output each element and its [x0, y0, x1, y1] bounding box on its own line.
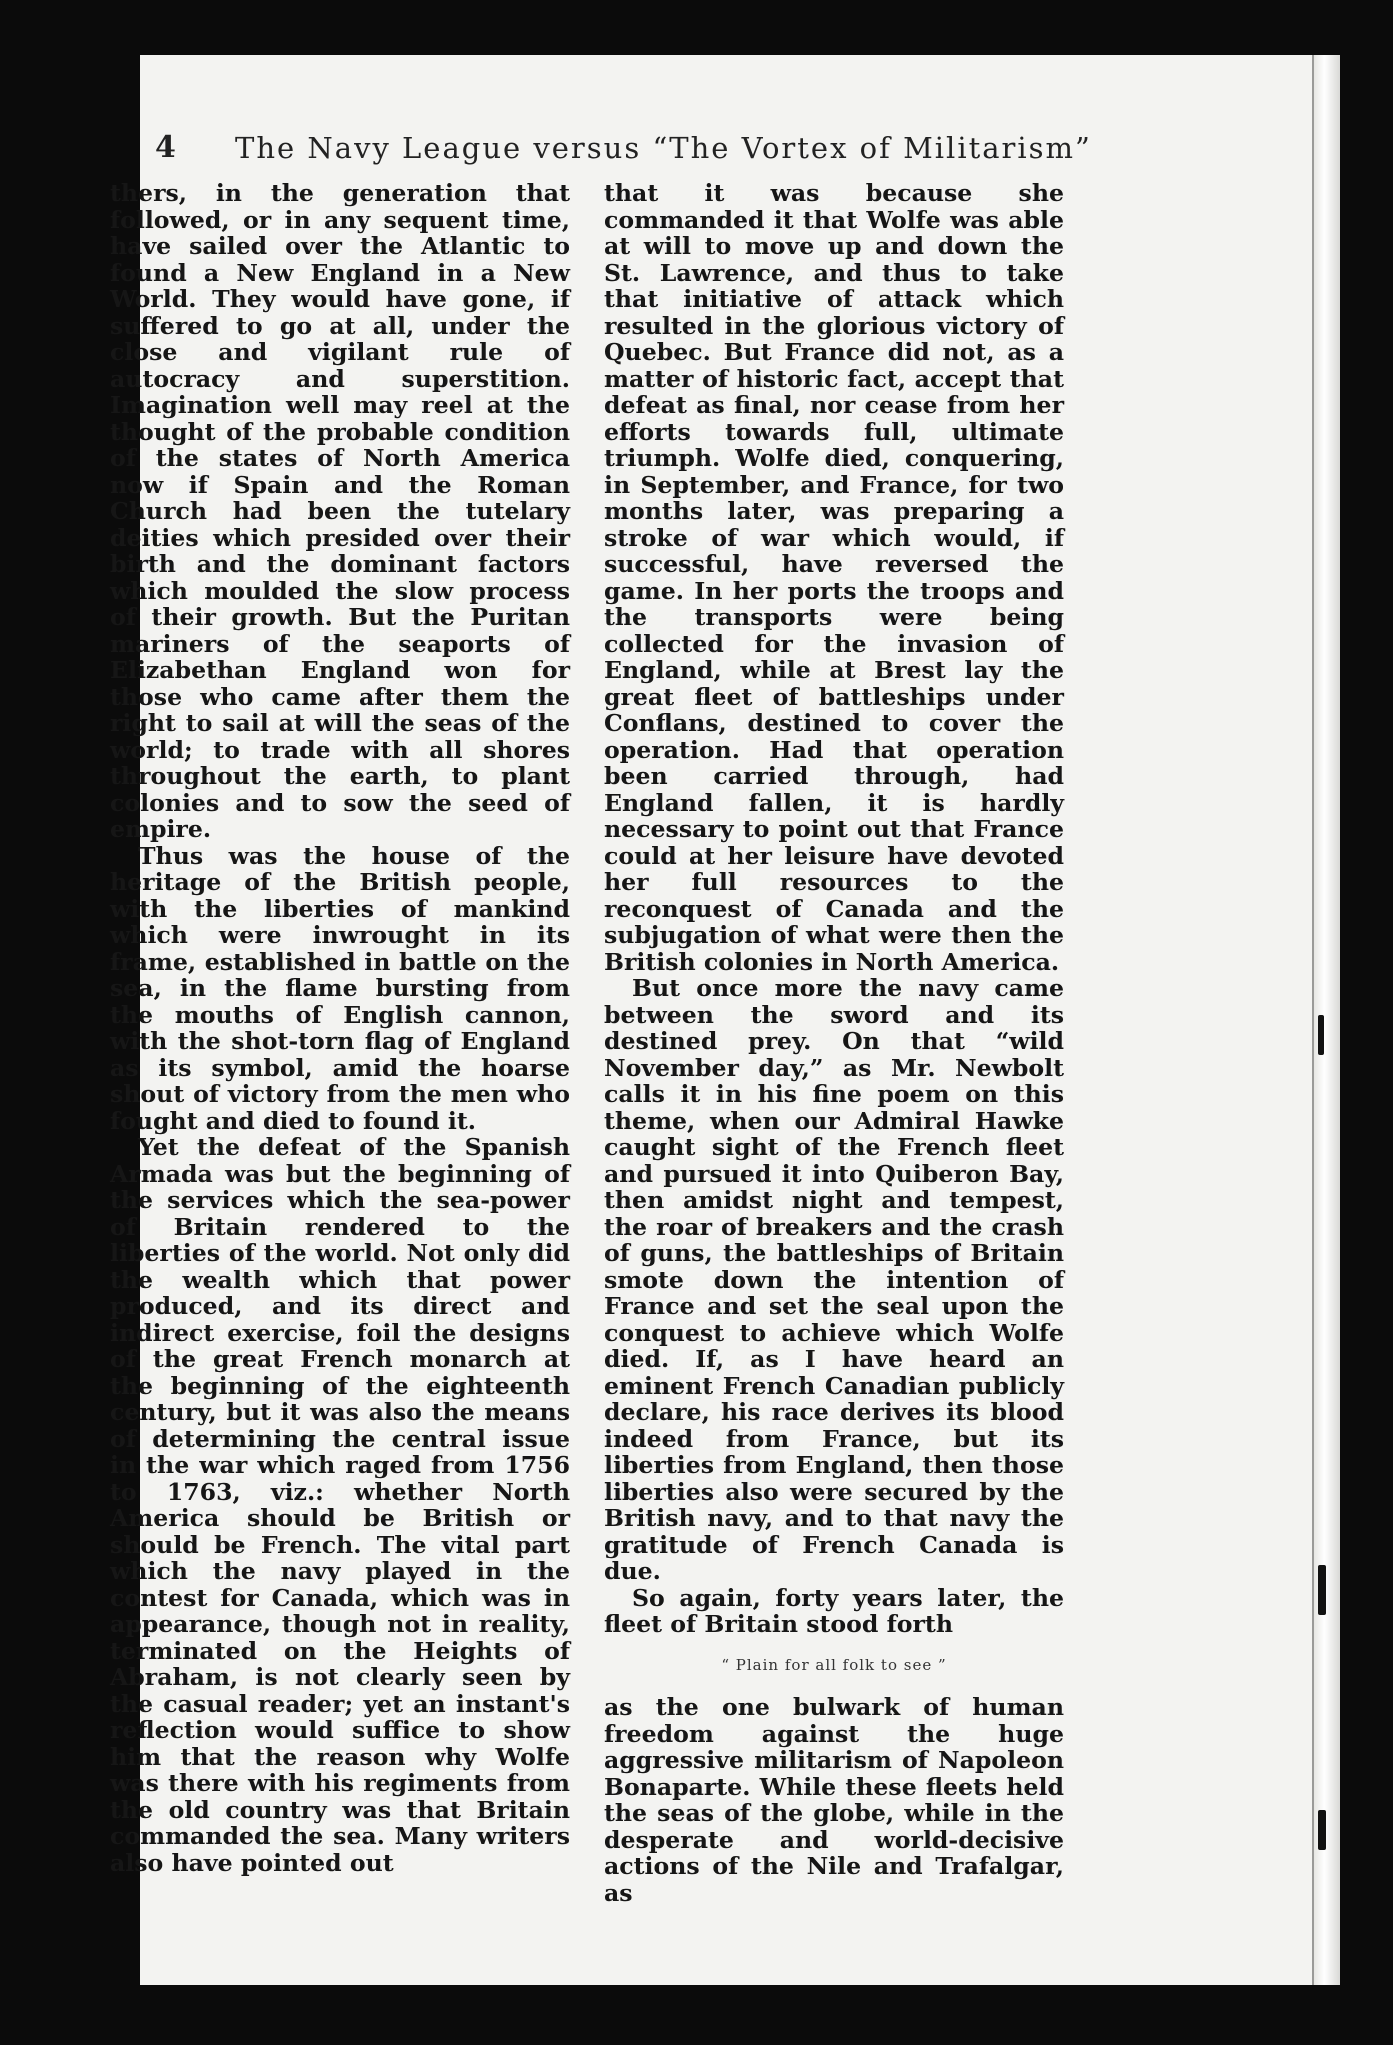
paragraph: as the one bulwark of human freedom against the huge aggressive militarism of Napoleon Bonaparte. While these fleets held the seas of the globe, while in the desperate and world-decisive actions of the Nile and Trafalgar, as [604, 1693, 1064, 1907]
paragraph: So again, forty years later, the fleet of Britain stood forth [604, 1583, 1064, 1638]
right-column [604, 180, 1064, 1906]
paragraph: thers, in the generation that followed, or in any sequent time, have sailed over the Atlantic to found a New England in a New World. They would have gone, if suffered to go at all, under the close and vigilant rule of autocracy and superstition. Imagination well may reel at the thought of the probable condition of the states of North America now if Spain and the Roman Church had been the tutelary deities which presided over their birth and the dominant factors which moulded the slow process of their growth. But the Puritan mariners of the seaports of Elizabethan England won for those who came after them the right to sail at will the seas of the world; to trade with all shores throughout the earth, to plant colonies and to sow the seed of empire. [110, 179, 570, 843]
page-edge [1312, 55, 1340, 1985]
left-column [110, 180, 570, 1876]
running-head-title: The Navy League versus “The Vortex of Militarism” [235, 131, 1092, 165]
paragraph: But once more the navy came between the sword and its destined prey. On that “wild November day,” as Mr. Newbolt calls it in his fine poem on this theme, when our Admiral Hawke caught sight of the French fleet and pursued it into Quiberon Bay, then amidst night and tempest, the roar of breakers and the crash of guns, the battleships of Britain smote down the intention of France and set the seal upon the conquest to achieve which Wolfe died. If, as I have heard an eminent French Canadian publicly declare, his race derives its blood indeed from France, but its liberties from England, then those liberties also were secured by the British navy, and to that navy the gratitude of French Canada is due. [604, 974, 1064, 1585]
paragraph: Yet the defeat of the Spanish Armada was but the beginning of the services which the sea-power of Britain rendered to the liberties of the world. Not only did the wealth which that power produced, and its direct and indirect exercise, foil the designs of the great French monarch at the beginning of the eighteenth century, but it was also the means of determining the central issue in the war which raged from 1756 to 1763, viz.: whether North America should be British or should be French. The vital part which the navy played in the contest for Canada, which was in appearance, though not in reality, terminated on the Heights of Abraham, is not clearly seen by the casual reader; yet an instant's reflection would suffice to show him that the reason why Wolfe was there with his regiments from the old country was that Britain commanded the sea. Many writers also have pointed out [110, 1133, 570, 1877]
page-number: 4 [155, 130, 176, 165]
scan-mark [1318, 1015, 1324, 1055]
paragraph: that it was because she commanded it that Wolfe was able at will to move up and down the St. Lawrence, and thus to take that initiative of attack which resulted in the glorious victory of Quebec. But France did not, as a matter of historic fact, accept that defeat as final, nor cease from her efforts towards full, ultimate triumph. Wolfe died, conquering, in September, and France, for two months later, was preparing a stroke of war which would, if successful, have reversed the game. In her ports the troops and the transports were being collected for the invasion of England, while at Brest lay the great fleet of battleships under Conflans, destined to cover the operation. Had that operation been carried through, had England fallen, it is hardly necessary to point out that France could at her leisure have devoted her full resources to the reconquest of Canada and the subjugation of what were then the British colonies in North America. [604, 179, 1064, 976]
poem-quote: “ Plain for all folk to see ” [721, 1655, 947, 1674]
paragraph: Thus was the house of the heritage of the British people, with the liberties of mankind which were inwrought in its frame, established in battle on the sea, in the flame bursting from the mouths of English cannon, with the shot-torn flag of England as its symbol, amid the hoarse shout of victory from the men who fought and died to found it. [110, 841, 570, 1135]
scan-mark [1318, 1810, 1326, 1850]
running-head [155, 128, 1092, 168]
scan-mark [1318, 1565, 1326, 1615]
